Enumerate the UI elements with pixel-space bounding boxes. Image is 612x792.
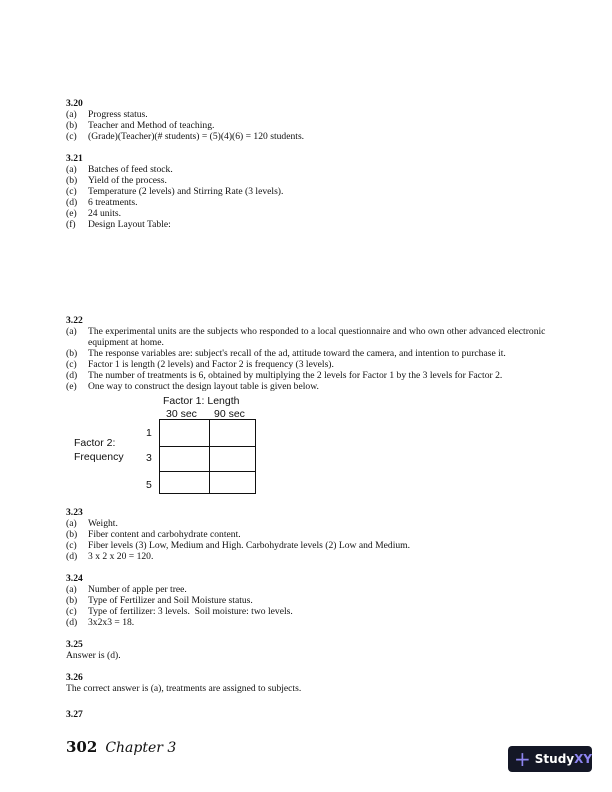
item-text: 24 units. [88, 208, 122, 219]
row-label: 3 [146, 452, 152, 464]
item-label: (a) [66, 164, 77, 175]
grid-line [209, 420, 210, 493]
section-3-24 [66, 573, 556, 628]
section-heading: 3.22 [66, 315, 83, 326]
item-label: (e) [66, 208, 77, 219]
section-heading: 3.24 [66, 573, 83, 584]
item-text: 6 treatments. [88, 197, 138, 208]
list-item [66, 381, 556, 392]
item-text: Type of fertilizer: 3 levels. Soil moisture: two levels. [88, 606, 293, 617]
column-header: 30 sec [166, 408, 197, 420]
item-label: (b) [66, 529, 78, 540]
page-footer [66, 738, 176, 756]
item-label: (a) [66, 326, 77, 337]
item-label: (c) [66, 186, 77, 197]
factor2-label: Frequency [74, 451, 124, 463]
section-heading: 3.25 [66, 639, 83, 650]
section-3-25 [66, 639, 556, 661]
item-text: Fiber levels (3) Low, Medium and High. Carbohydrate levels (2) Low and Medium. [88, 540, 411, 551]
item-label: (a) [66, 518, 77, 529]
item-text: (Grade)(Teacher)(# students) = (5)(4)(6) = 120 students. [88, 131, 305, 142]
list-item [66, 518, 556, 529]
row-label: 5 [146, 479, 152, 491]
item-label: (c) [66, 359, 77, 370]
list-item [66, 186, 556, 197]
logo-study: Study [534, 752, 575, 766]
item-text: Temperature (2 levels) and Stirring Rate (3 levels). [88, 186, 284, 197]
list-item [66, 175, 556, 186]
section-heading: 3.20 [66, 98, 83, 109]
list-item [66, 359, 556, 370]
list-item [66, 551, 556, 562]
section-heading: 3.21 [66, 153, 83, 164]
list-item [66, 120, 556, 131]
item-label: (d) [66, 551, 78, 562]
list-item [66, 606, 556, 617]
studyxy-logo[interactable] [508, 746, 592, 772]
answer-text: Answer is (d). [66, 650, 121, 661]
section-heading: 3.27 [66, 709, 83, 720]
item-text: The number of treatments is 6, obtained by multiplying the 2 levels for Factor 1 by the 3 levels for Factor 2. [88, 370, 503, 381]
list-item [66, 348, 556, 359]
section-3-20 [66, 98, 556, 142]
list-item [66, 164, 556, 175]
list-item [66, 208, 556, 219]
grid-line [160, 471, 255, 472]
page-number: 302 [66, 738, 98, 756]
list-item [66, 197, 556, 208]
item-label: (e) [66, 381, 77, 392]
list-item [66, 370, 556, 381]
item-text: Batches of feed stock. [88, 164, 173, 175]
item-label: (b) [66, 120, 78, 131]
item-text: Fiber content and carbohydrate content. [88, 529, 241, 540]
item-text: One way to construct the design layout table is given below. [88, 381, 319, 392]
answer-text: The correct answer is (a), treatments are assigned to subjects. [66, 683, 302, 694]
item-label: (d) [66, 197, 78, 208]
item-text: Yield of the process. [88, 175, 167, 186]
factor1-label: Factor 1: Length [163, 395, 240, 407]
section-3-27 [66, 709, 556, 720]
list-item [66, 131, 556, 142]
plus-icon: + [514, 747, 531, 771]
item-text: Progress status. [88, 109, 148, 120]
section-heading: 3.26 [66, 672, 83, 683]
item-text: Design Layout Table: [88, 219, 171, 230]
list-item [66, 326, 556, 348]
item-label: (f) [66, 219, 76, 230]
item-label: (a) [66, 109, 77, 120]
section-3-26 [66, 672, 556, 694]
item-label: (c) [66, 540, 77, 551]
list-item [66, 584, 556, 595]
row-label: 1 [146, 427, 152, 439]
item-text: Teacher and Method of teaching. [88, 120, 215, 131]
item-label: (d) [66, 370, 78, 381]
list-item [66, 617, 556, 628]
item-label: (c) [66, 606, 77, 617]
grid-line [160, 446, 255, 447]
item-label: (b) [66, 595, 78, 606]
list-item [66, 219, 556, 230]
column-header: 90 sec [214, 408, 245, 420]
item-label: (a) [66, 584, 77, 595]
item-label: (b) [66, 348, 78, 359]
item-label: (b) [66, 175, 78, 186]
factor2-label: Factor 2: [74, 437, 116, 449]
section-3-22 [66, 315, 556, 392]
section-3-21 [66, 153, 556, 230]
chapter-label: Chapter 3 [105, 740, 177, 756]
item-text: The experimental units are the subjects who responded to a local questionnaire and who own other advanced electronic equipment at home. [88, 326, 546, 348]
item-text: Number of apple per tree. [88, 584, 187, 595]
section-3-23 [66, 507, 556, 562]
item-text: Type of Fertilizer and Soil Moisture status. [88, 595, 253, 606]
item-text: The response variables are: subject's recall of the ad, attitude toward the camera, and intention to purchase it. [88, 348, 506, 359]
item-text: Weight. [88, 518, 118, 529]
section-heading: 3.23 [66, 507, 83, 518]
list-item [66, 595, 556, 606]
list-item [66, 529, 556, 540]
list-item [66, 109, 556, 120]
table-grid [159, 419, 256, 494]
item-text: Factor 1 is length (2 levels) and Factor 2 is frequency (3 levels). [88, 359, 334, 370]
item-label: (c) [66, 131, 77, 142]
item-text: 3 x 2 x 20 = 120. [88, 551, 154, 562]
item-text: 3x2x3 = 18. [88, 617, 135, 628]
list-item [66, 540, 556, 551]
item-label: (d) [66, 617, 78, 628]
logo-xy: XY [574, 752, 593, 766]
